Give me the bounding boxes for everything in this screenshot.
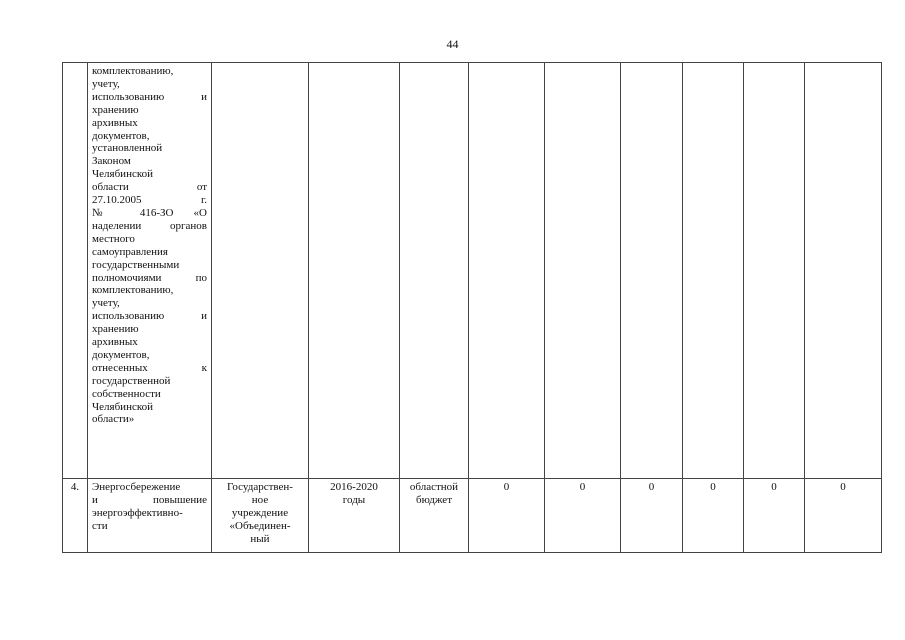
text-line: сти: [92, 519, 108, 532]
text-line: учреждение: [231, 506, 289, 519]
cell-number-empty: [63, 63, 88, 479]
text-line: учету,: [92, 77, 120, 90]
cell-row-number: 4.: [63, 479, 88, 553]
text-line: областной: [409, 481, 459, 493]
text-line: документов,: [92, 129, 150, 142]
cell-period: [309, 479, 400, 553]
cell-executor: [212, 479, 309, 553]
cell-value-empty: [683, 63, 744, 479]
text-line: ное: [251, 493, 269, 506]
text-line: государственной: [92, 374, 171, 387]
cell-value-empty: [744, 63, 805, 479]
text-line: № 416-ЗО «О: [92, 206, 207, 219]
text-line: государственными: [92, 258, 180, 271]
text-line: области от: [92, 181, 207, 194]
text-line: Государствен-: [227, 481, 293, 493]
text-line: самоуправления: [92, 245, 168, 258]
cell-source-empty: [400, 63, 469, 479]
page-number: 44: [446, 37, 459, 51]
cell-value: 0: [805, 479, 882, 553]
text-line: годы: [342, 493, 366, 506]
text-line: Законом: [92, 155, 131, 168]
text-line: документов,: [92, 348, 150, 361]
cell-activity-name-continued: [88, 63, 212, 479]
cell-value-empty: [545, 63, 621, 479]
text-line: «Объединен-: [229, 519, 291, 532]
text-line: бюджет: [416, 493, 452, 506]
cell-value: 0: [469, 479, 545, 553]
cell-value: 0: [621, 479, 683, 553]
program-table: [62, 62, 882, 553]
text-line: области»: [92, 413, 135, 426]
cell-funding-source: [400, 479, 469, 553]
cell-value: 0: [744, 479, 805, 553]
cell-activity-name: [88, 479, 212, 553]
cell-executor-empty: [212, 63, 309, 479]
cell-value: 0: [545, 479, 621, 553]
cell-period-empty: [309, 63, 400, 479]
text-line: местного: [92, 232, 135, 245]
cell-value-empty: [621, 63, 683, 479]
text-line: использованию и: [92, 90, 207, 103]
text-line: хранению: [92, 103, 139, 116]
text-line: полномочиями по: [92, 271, 207, 284]
text-line: наделении органов: [92, 219, 207, 232]
text-line: использованию и: [92, 310, 207, 323]
text-line: Челябинской: [92, 400, 154, 413]
text-line: Энергосбережение: [92, 481, 181, 493]
cell-value-empty: [469, 63, 545, 479]
text-line: отнесенных к: [92, 361, 207, 374]
text-line: 27.10.2005 г.: [92, 194, 207, 207]
text-line: комплектованию,: [92, 65, 174, 77]
text-line: 2016-2020: [330, 481, 378, 493]
text-line: комплектованию,: [92, 284, 174, 297]
text-line: установленной: [92, 142, 163, 155]
text-line: архивных: [92, 116, 138, 129]
text-line: хранению: [92, 323, 139, 336]
cell-value-empty: [805, 63, 882, 479]
text-line: учету,: [92, 297, 120, 310]
text-line: Челябинской: [92, 168, 154, 181]
cell-value: 0: [683, 479, 744, 553]
text-line: архивных: [92, 336, 138, 349]
text-line: энергоэффективно-: [92, 506, 183, 519]
text-line: и повышение: [92, 493, 207, 506]
table-row-continued: [63, 63, 882, 479]
text-line: ный: [250, 532, 270, 545]
text-line: собственности: [92, 387, 161, 400]
table-row-4: [63, 479, 882, 553]
